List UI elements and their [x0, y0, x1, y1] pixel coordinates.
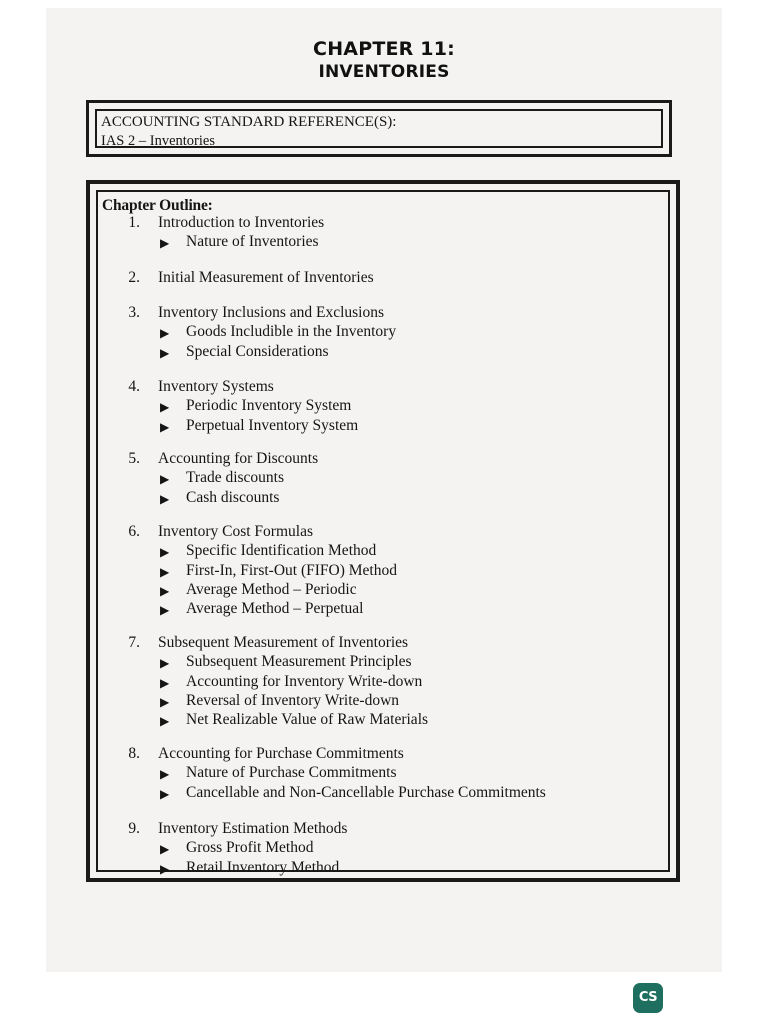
section-title: Introduction to Inventories [158, 214, 325, 231]
bullet-arrow-icon: ▶ [160, 545, 170, 560]
subitem-label: Perpetual Inventory System [186, 416, 359, 434]
section-title: Accounting for Purchase Commitments [158, 745, 404, 762]
reference-box-inner [95, 109, 663, 148]
reference-item: IAS 2 – Inventories [101, 133, 215, 149]
section-title: Accounting for Discounts [158, 450, 319, 467]
subitem-label: Specific Identification Method [186, 542, 377, 560]
section-number: 1. [128, 214, 140, 231]
section-title: Initial Measurement of Inventories [158, 269, 374, 286]
subitem-label: Nature of Purchase Commitments [186, 764, 397, 782]
chapter-title: INVENTORIES [318, 62, 450, 82]
section-title: Subsequent Measurement of Inventories [158, 634, 409, 651]
bullet-arrow-icon: ▶ [160, 861, 170, 876]
section-title: Inventory Systems [158, 378, 274, 395]
section-number: 7. [128, 634, 140, 651]
outline-heading: Chapter Outline: [102, 197, 213, 214]
subitem-label: Retail Inventory Method [186, 858, 340, 876]
bullet-arrow-icon: ▶ [160, 656, 170, 671]
bullet-arrow-icon: ▶ [160, 694, 170, 709]
section-number: 4. [128, 378, 140, 395]
subitem-label: First-In, First-Out (FIFO) Method [186, 561, 397, 579]
subitem-label: Special Considerations [186, 342, 329, 360]
bullet-arrow-icon: ▶ [160, 236, 170, 251]
subitem-label: Trade discounts [186, 469, 285, 487]
bullet-arrow-icon: ▶ [160, 326, 170, 341]
bullet-arrow-icon: ▶ [160, 345, 170, 360]
bullet-arrow-icon: ▶ [160, 419, 170, 434]
subitem-label: Average Method – Periodic [186, 580, 357, 598]
subitem-label: Subsequent Measurement Principles [186, 653, 412, 671]
section-number: 5. [128, 450, 140, 467]
subitem-label: Cash discounts [186, 488, 280, 506]
subitem-label: Cancellable and Non-Cancellable Purchase Commitments [186, 783, 546, 801]
bullet-arrow-icon: ▶ [160, 767, 170, 782]
chapter-number: CHAPTER 11: [313, 38, 455, 60]
section-title: Inventory Estimation Methods [158, 820, 348, 837]
section-title: Inventory Cost Formulas [158, 523, 313, 540]
chapter-outline-inner [96, 190, 670, 876]
bullet-arrow-icon: ▶ [160, 400, 170, 415]
reference-box [86, 100, 672, 157]
subitem-label: Goods Includible in the Inventory [186, 323, 397, 341]
bullet-arrow-icon: ▶ [160, 564, 170, 579]
bullet-arrow-icon: ▶ [160, 491, 170, 506]
bullet-arrow-icon: ▶ [160, 842, 170, 857]
bullet-arrow-icon: ▶ [160, 472, 170, 487]
reference-heading: ACCOUNTING STANDARD REFERENCE(S): [101, 114, 397, 130]
camscanner-logo: CS [633, 983, 663, 1013]
bullet-arrow-icon: ▶ [160, 603, 170, 618]
section-number: 3. [128, 304, 140, 321]
subitem-label: Reversal of Inventory Write-down [186, 691, 400, 709]
section-number: 8. [128, 745, 140, 762]
subitem-label: Nature of Inventories [186, 233, 319, 251]
chapter-outline-box [86, 180, 680, 882]
bullet-arrow-icon: ▶ [160, 583, 170, 598]
subitem-label: Gross Profit Method [186, 839, 314, 857]
subitem-label: Net Realizable Value of Raw Materials [186, 711, 429, 729]
section-title: Inventory Inclusions and Exclusions [158, 304, 385, 321]
section-number: 9. [128, 820, 140, 837]
section-number: 6. [128, 523, 140, 540]
bullet-arrow-icon: ▶ [160, 675, 170, 690]
section-number: 2. [128, 269, 140, 286]
bullet-arrow-icon: ▶ [160, 714, 170, 729]
subitem-label: Average Method – Perpetual [186, 600, 364, 618]
subitem-label: Periodic Inventory System [186, 397, 352, 415]
subitem-label: Accounting for Inventory Write-down [186, 672, 423, 690]
bullet-arrow-icon: ▶ [160, 786, 170, 801]
